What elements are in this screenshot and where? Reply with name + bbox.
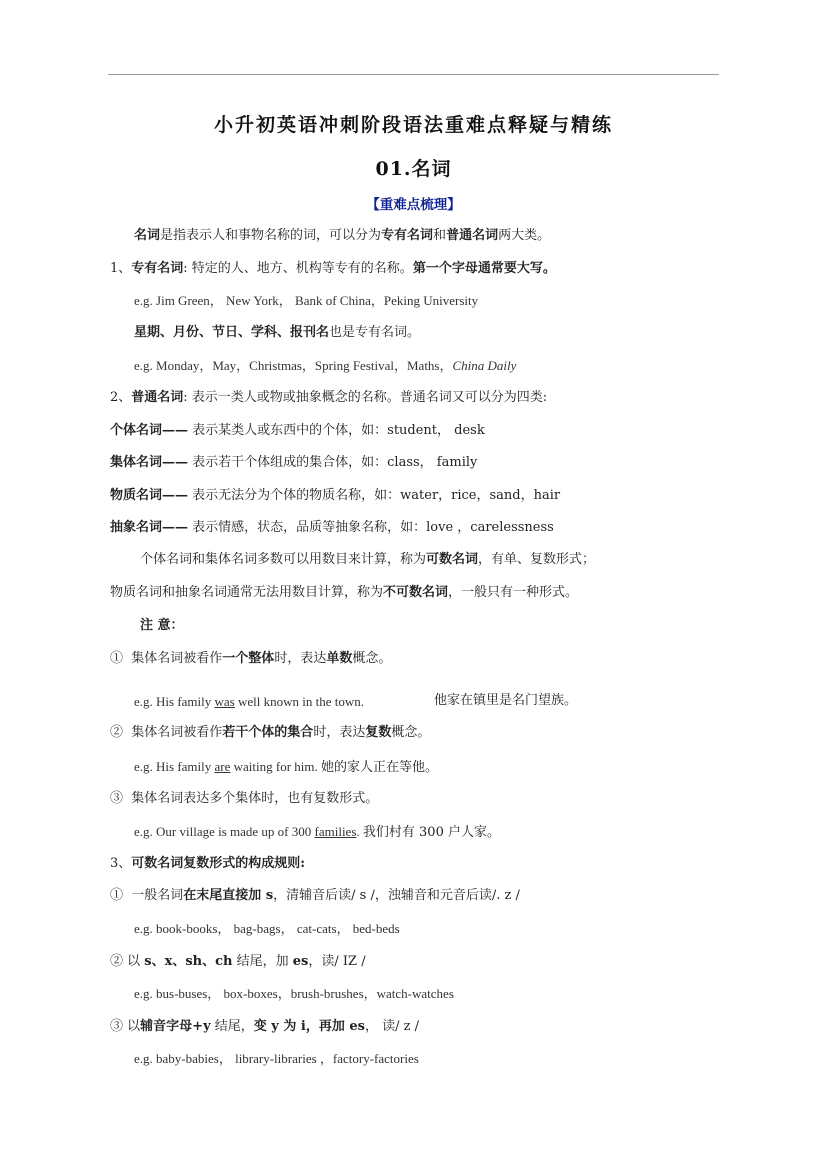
- proper-noun-note: 星期、月份、节日、学科、报刊名也是专有名词。: [134, 325, 421, 340]
- example-line: e.g. His family was well known in the town.: [134, 694, 364, 709]
- common-noun-definition: 2、普通名词: 表示一类人或物或抽象概念的名称。普通名词又可以分为四类:: [110, 390, 548, 405]
- document-subtitle: 01.名词: [375, 158, 452, 180]
- example-line: e.g. book-books， bag-bags， cat-cats， bed-beds: [134, 921, 400, 936]
- category-material: 物质名词—— 表示无法分为个体的物质名称，如：water，rice，sand，hair: [110, 488, 561, 503]
- proper-noun-definition: 1、专有名词: 特定的人、地方、机构等专有的名称。第一个字母通常要大写。: [110, 261, 556, 276]
- note-item-3: ③ 集体名词表达多个集体时，也有复数形式。: [110, 791, 379, 806]
- uncountable-paragraph: 物质名词和抽象名词通常无法用数目计算，称为不可数名词，一般只有一种形式。: [110, 585, 579, 600]
- category-collective: 集体名词—— 表示若干个体组成的集合体，如：class， family: [110, 455, 478, 470]
- note-heading: 注 意：: [140, 618, 184, 633]
- plural-rules-heading: 3、可数名词复数形式的构成规则:: [110, 856, 306, 871]
- countable-paragraph: 个体名词和集体名词多数可以用数目来计算，称为可数名词，有单、复数形式；: [140, 552, 596, 567]
- plural-rule-1: ① 一般名词在末尾直接加 s，清辅音后读/ s /，浊辅音和元音后读/. z /: [110, 888, 520, 903]
- category-abstract: 抽象名词—— 表示情感，状态，品质等抽象名称，如：love ，carelessness: [110, 520, 554, 535]
- example-line: e.g. baby-babies， library-libraries ，factory-factories: [134, 1051, 419, 1066]
- intro-paragraph: 名词是指表示人和事物名称的词，可以分为专有名词和普通名词两大类。: [134, 228, 551, 243]
- plural-rule-3: ③ 以辅音字母+y 结尾，变 y 为 i，再加 es， 读/ z /: [110, 1019, 419, 1034]
- example-translation: 他家在镇里是名门望族。: [434, 693, 578, 708]
- note-item-2: ② 集体名词被看作若干个体的集合时，表达复数概念。: [110, 725, 431, 740]
- section-heading: 【重难点梳理】: [366, 197, 461, 213]
- example-line: e.g. Jim Green， New York， Bank of China，Peking University: [134, 293, 479, 308]
- plural-rule-2: ② 以 s、x、sh、ch 结尾，加 es，读/ IZ /: [110, 954, 366, 969]
- document-title: 小升初英语冲刺阶段语法重难点释疑与精练: [213, 114, 613, 136]
- category-individual: 个体名词—— 表示某类人或东西中的个体，如：student， desk: [110, 423, 485, 438]
- example-line: e.g. His family are waiting for him. 她的家人正在等他。: [134, 759, 439, 775]
- header-rule: [108, 74, 719, 75]
- example-line: e.g. bus-buses， box-boxes，brush-brushes，watch-watches: [134, 986, 454, 1001]
- example-line: e.g. Monday，May，Christmas，Spring Festival，Maths，China Daily: [134, 358, 517, 373]
- note-item-1: ① 集体名词被看作一个整体时，表达单数概念。: [110, 651, 392, 666]
- example-line: e.g. Our village is made up of 300 families. 我们村有 300 户人家。: [134, 824, 500, 840]
